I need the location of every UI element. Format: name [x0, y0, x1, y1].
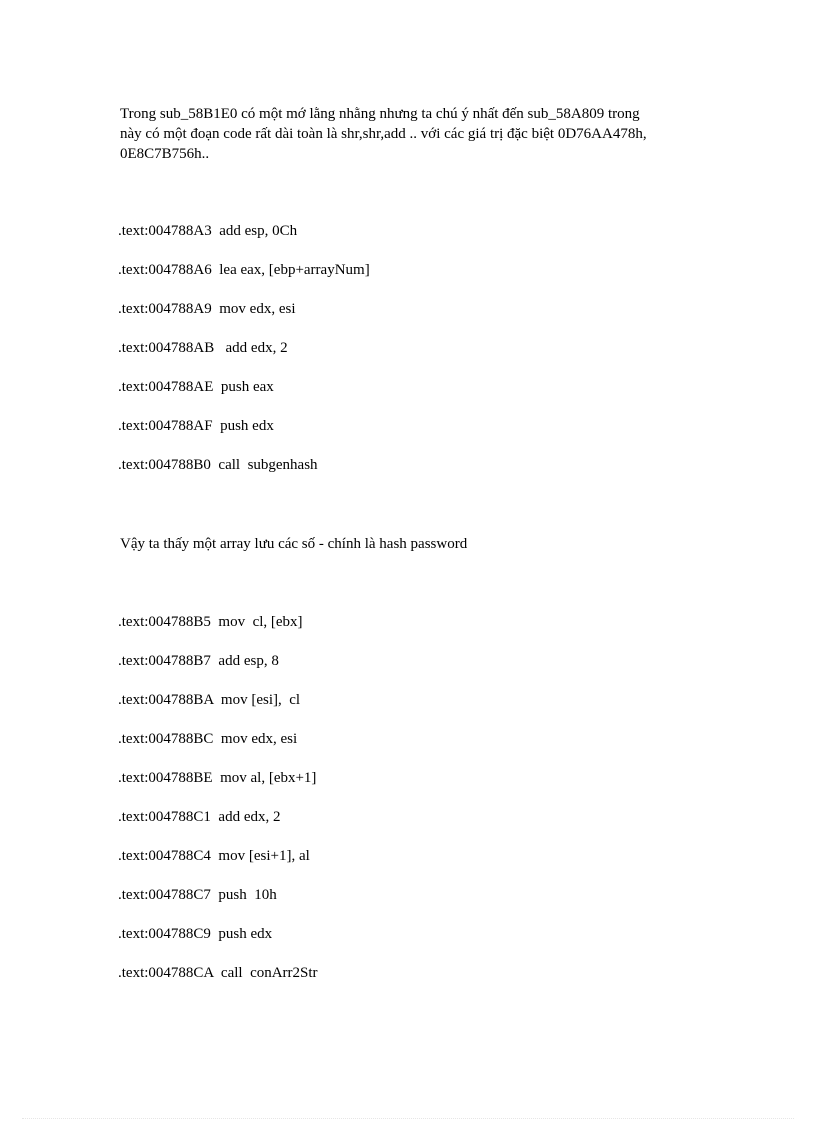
code-line: .text:004788C1 add edx, 2: [118, 809, 281, 825]
code-line: .text:004788A9 mov edx, esi: [118, 301, 296, 317]
code-line: .text:004788BE mov al, [ebx+1]: [118, 770, 317, 786]
intro-line: này có một đoạn code rất dài toàn là shr,shr,add .. với các giá trị đặc biệt 0D76AA478h,: [120, 126, 647, 142]
code-block-conarr2str: [118, 612, 318, 1002]
page-bottom-divider: [22, 1118, 794, 1119]
code-line: .text:004788BA mov [esi], cl: [118, 692, 301, 708]
code-line: .text:004788C4 mov [esi+1], al: [118, 848, 310, 864]
code-line: .text:004788A3 add esp, 0Ch: [118, 223, 298, 239]
code-line: .text:004788B7 add esp, 8: [118, 653, 279, 669]
code-line: .text:004788AB add edx, 2: [118, 340, 288, 356]
intro-line: 0E8C7B756h..: [120, 146, 210, 162]
note-paragraph: Vậy ta thấy một array lưu các số - chính là hash password: [120, 536, 468, 552]
code-line: .text:004788B0 call subgenhash: [118, 457, 318, 473]
code-line: .text:004788C7 push 10h: [118, 887, 277, 903]
code-line: .text:004788CA call conArr2Str: [118, 965, 318, 981]
intro-paragraph: [120, 104, 700, 164]
code-line: .text:004788C9 push edx: [118, 926, 273, 942]
code-line: .text:004788AF push edx: [118, 418, 274, 434]
code-line: .text:004788AE push eax: [118, 379, 274, 395]
code-line: .text:004788A6 lea eax, [ebp+arrayNum]: [118, 262, 370, 278]
code-line: .text:004788B5 mov cl, [ebx]: [118, 614, 303, 630]
code-line: .text:004788BC mov edx, esi: [118, 731, 298, 747]
code-block-subgenhash: [118, 221, 370, 494]
intro-line: Trong sub_58B1E0 có một mớ lằng nhằng nhưng ta chú ý nhất đến sub_58A809 trong: [120, 106, 640, 122]
